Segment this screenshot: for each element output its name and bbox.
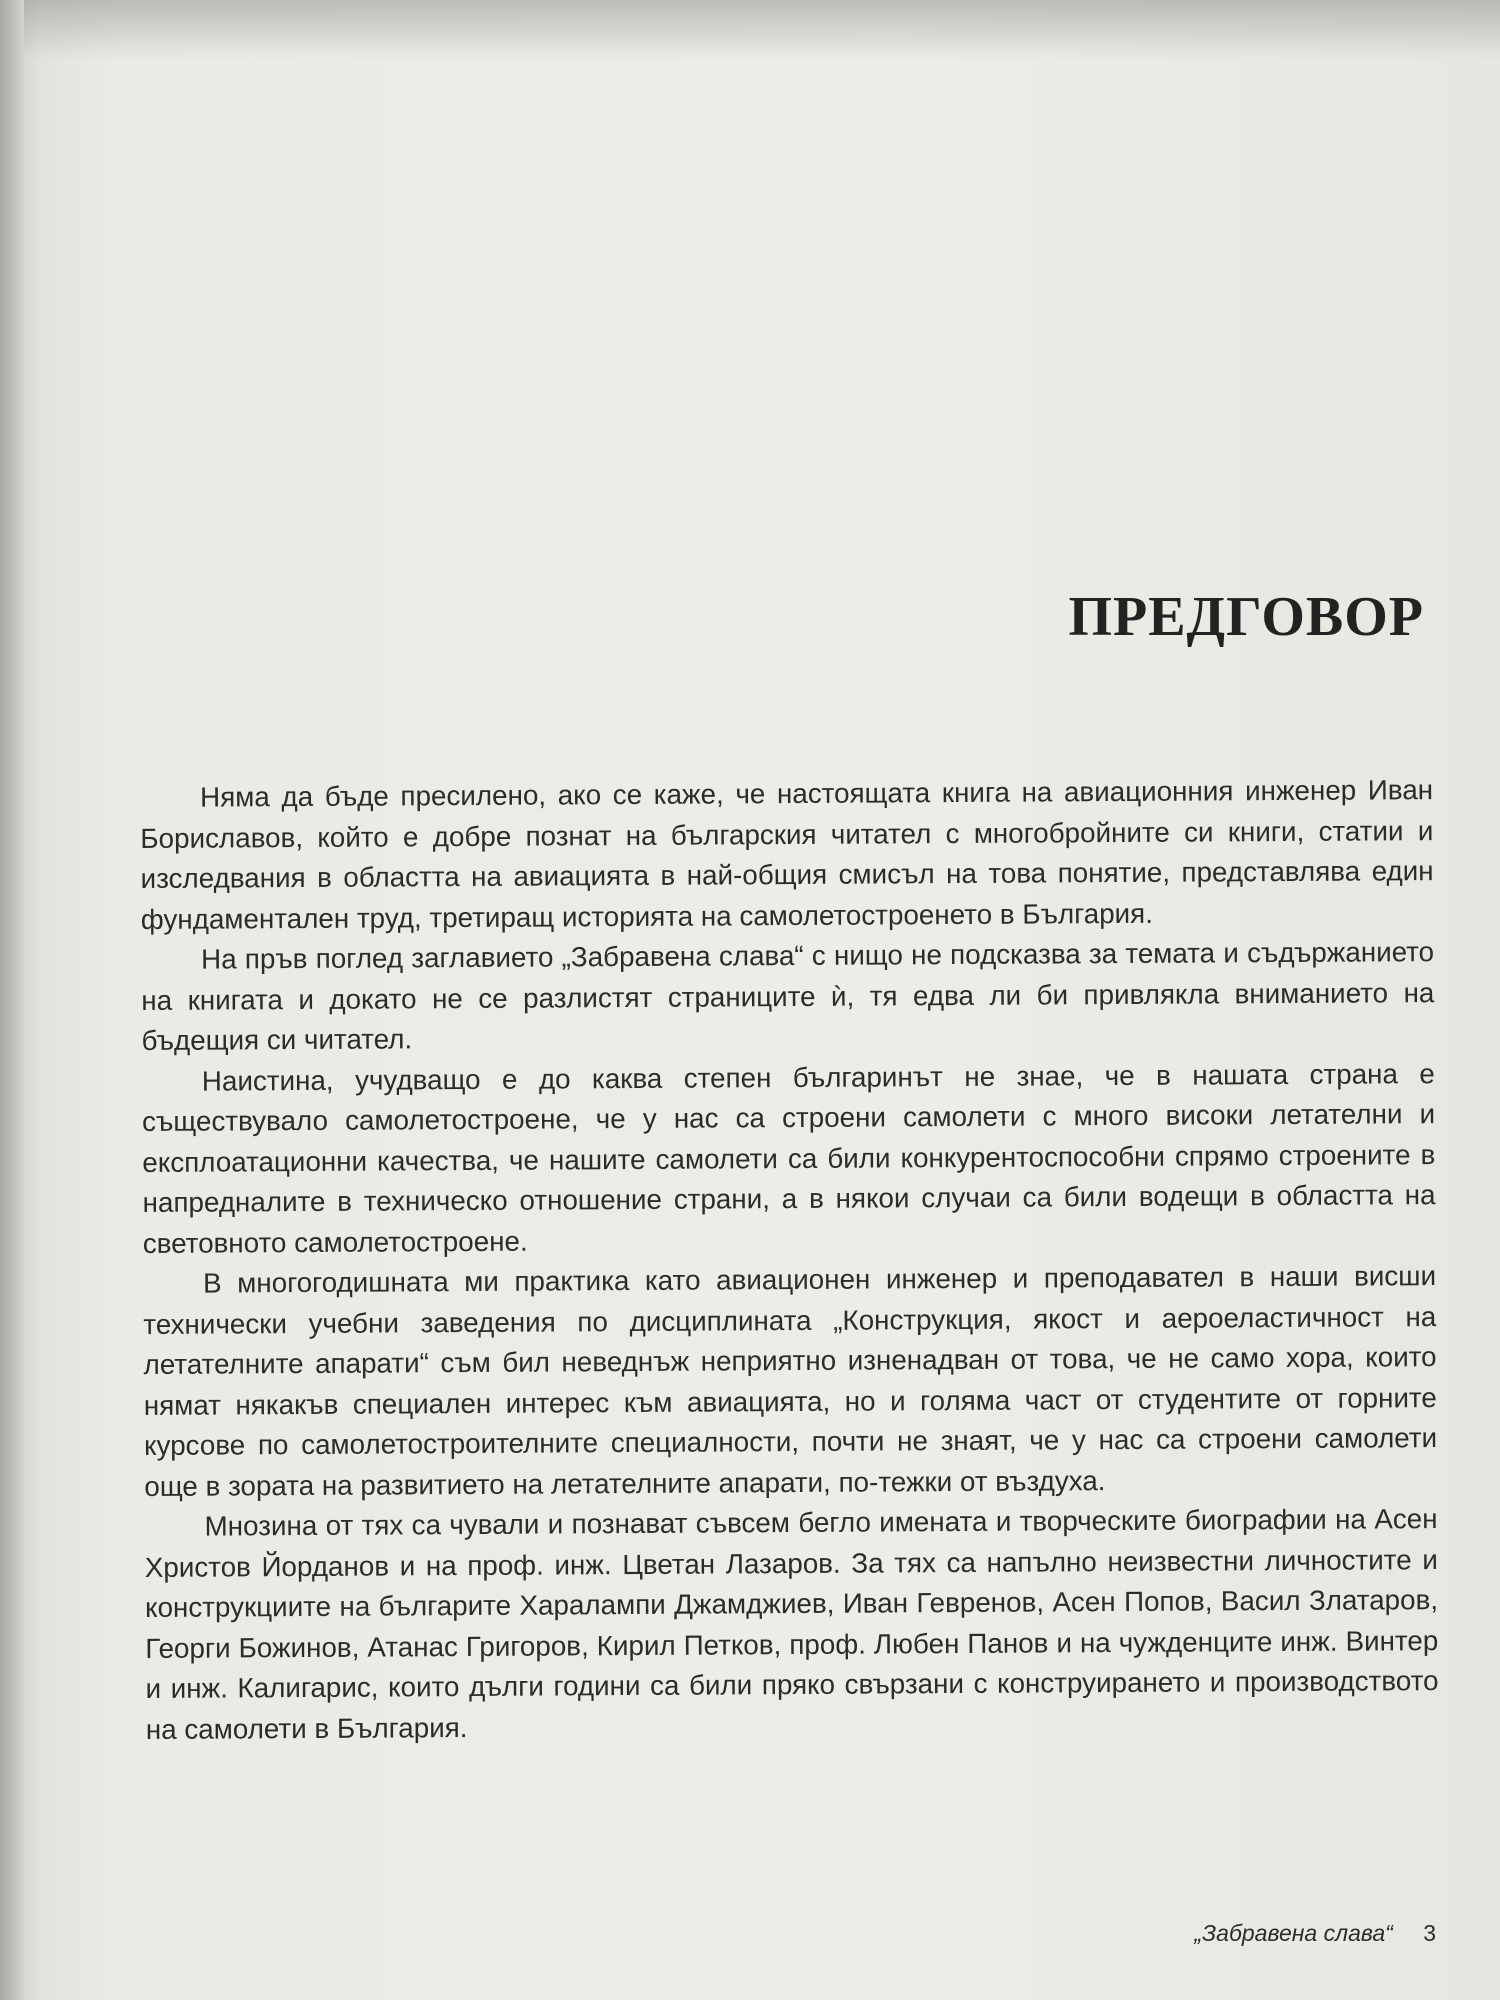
footer-book-title: „Забравена слава“ [1194,1920,1393,1946]
paragraph-3: Наистина, учудващо е до каква степен българинът не знае, че в нашата страна е съществувало самолетостроене, че у нас са строени самолети с много високи летателни и експлоатационни качества, че нашите самолети са били конкурентоспособни спрямо строените в напредналите в техническо отношение страни, а в някои случаи са били водещи в областта на световното самолетостроене. [142,1057,1436,1259]
paragraph-5: Мнозина от тях са чували и познават съвсем бегло имената и творческите биографии на Асен Христов Йорданов и на проф. инж. Цветан Лазаров. За тях са напълно неизвестни личностите и конструкциите на българите Харалампи Джамджиев, Иван Гевренов, Асен Попов, Васил Златаров, Георги Божинов, Атанас Григоров, Кирил Петков, проф. Любен Панов и на чужденците инж. Винтер и инж. Калигарис, които дълги години са били пряко свързани с конструирането и производството на самолети в България. [144,1503,1439,1745]
page-title: ПРЕДГОВОР [1068,586,1424,648]
page-number: 3 [1423,1920,1436,1946]
paragraph-2: На пръв поглед заглавието „Забравена слава“ с нищо не подсказва за темата и съдържанието на книгата и докато не се разлистят страниците ѝ, тя едва ли би привлякла вниманието на бъдещия си читател. [141,936,1435,1056]
paragraph-4: В многогодишната ми практика като авиационен инженер и преподавател в наши висши технически учебни заведения по дисциплината „Конструкция, якост и аероеластичност на летателните апарати“ съм бил неведнъж неприятно изненадван от това, че не само хора, които нямат някакъв специален интерес към авиацията, но и голяма част от студентите от горните курсове по самолетостроителните специалности, почти не знаят, че у нас са строени самолети още в зората на развитието на летателните апарати, по-тежки от въздуха. [143,1260,1438,1502]
paragraph-1: Няма да бъде пресилено, ако се каже, че настоящата книга на авиационния инженер Иван Бориславов, който е добре познат на българския читател с многобройните си книги, статии и изследвания в областта на авиацията в най-общия смисъл на това понятие, представлява един фундаментален труд, третиращ историята на самолетостроенето в България. [140,774,1434,935]
page-footer [1194,1920,1436,1947]
preface-body [140,770,1439,1750]
book-spine-shadow [0,0,24,2000]
